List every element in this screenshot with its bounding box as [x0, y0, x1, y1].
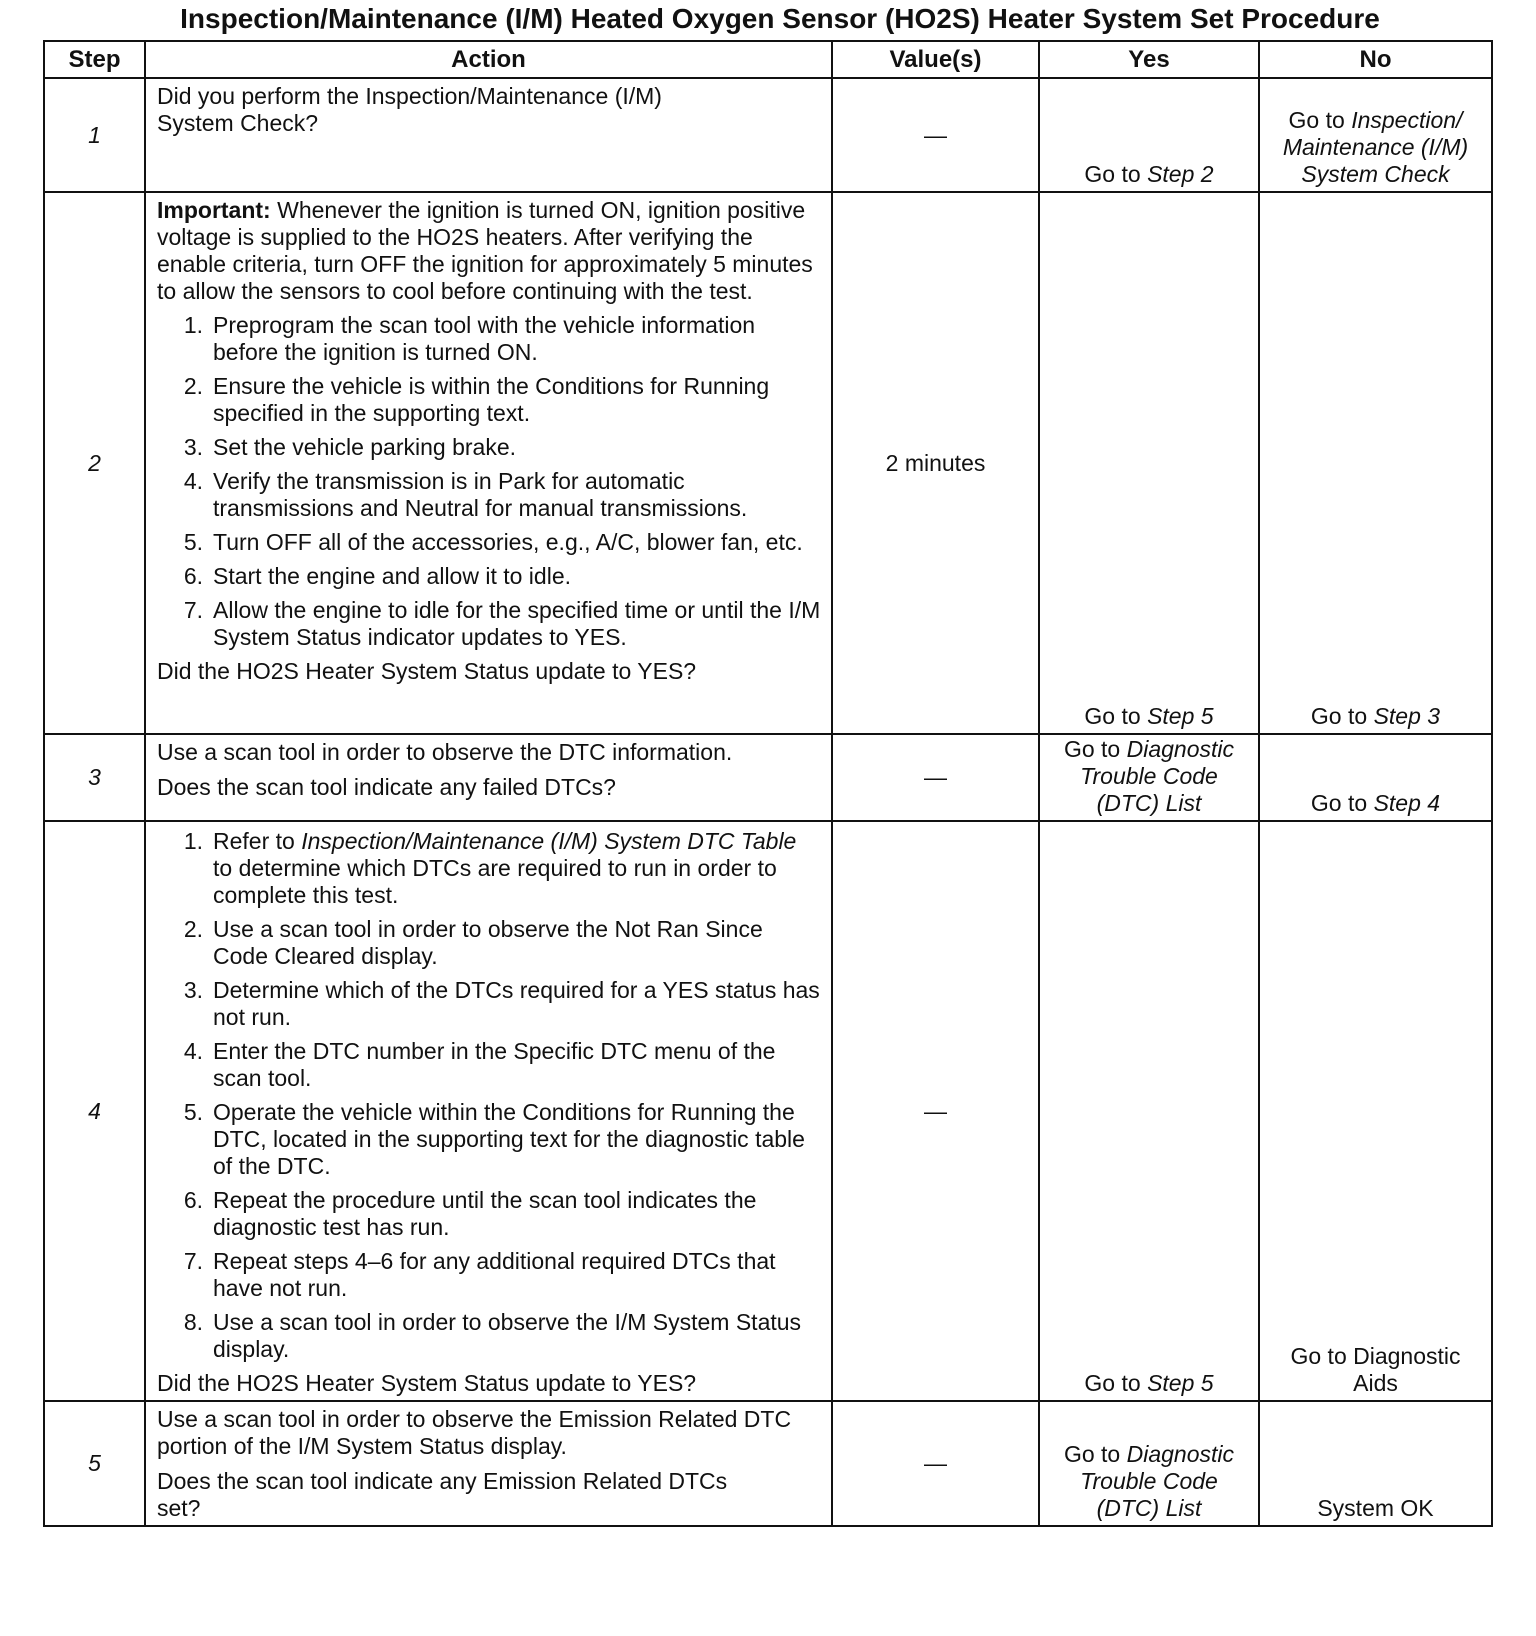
action-question: Does the scan tool indicate any Emission Related DTCs set? [157, 1468, 728, 1521]
procedure-table [43, 40, 1493, 1527]
action-cell [145, 734, 832, 821]
table-row [44, 1401, 1492, 1526]
value-cell: — [832, 821, 1039, 1401]
list-item: 8. Use a scan tool in order to observe the I/M System Status display. [183, 1309, 802, 1362]
list-item: 5. Operate the vehicle within the Conditions for Running the DTC, located in the supporting text for the diagnostic table of the DTC. [183, 1099, 805, 1179]
table-header-row [44, 41, 1492, 78]
list-item: 5. Turn OFF all of the accessories, e.g., A/C, blower fan, etc. [183, 529, 803, 555]
list-item: 6. Repeat the procedure until the scan tool indicates the diagnostic test has run. [183, 1187, 757, 1240]
table-reference: Inspection/Maintenance (I/M) System DTC Table [301, 828, 797, 854]
value-cell: — [832, 1401, 1039, 1526]
action-cell [145, 78, 832, 192]
page-title: Inspection/Maintenance (I/M) Heated Oxygen Sensor (HO2S) Heater System Set Procedure [180, 3, 1380, 34]
yes-prefix: Go to [1084, 161, 1148, 187]
table-row [44, 192, 1492, 734]
action-question: Does the scan tool indicate any failed DTCs? [157, 774, 616, 800]
action-cell [145, 1401, 832, 1526]
step-number: 3 [44, 734, 145, 821]
step-list [157, 828, 821, 1363]
no-cell [1259, 78, 1492, 192]
step-number: 4 [44, 821, 145, 1401]
list-item: 1. Preprogram the scan tool with the vehicle information before the ignition is turned ON. [183, 312, 756, 365]
no-cell [1259, 1401, 1492, 1526]
action-question: Did you perform the Inspection/Maintenance (I/M) System Check? [157, 83, 662, 136]
list-item: 2. Ensure the vehicle is within the Conditions for Running specified in the supporting text. [183, 373, 770, 426]
yes-reference: Step 5 [1147, 703, 1214, 729]
important-note [157, 197, 821, 305]
list-item: 6. Start the engine and allow it to idle. [183, 563, 572, 589]
value-cell: — [832, 78, 1039, 192]
no-text: System OK [1317, 1495, 1434, 1521]
list-item: 7. Repeat steps 4–6 for any additional required DTCs that have not run. [183, 1248, 776, 1301]
action-text: Use a scan tool in order to observe the Emission Related DTC portion of the I/M System Status display. [157, 1406, 792, 1459]
no-reference: Step 4 [1373, 790, 1441, 816]
yes-reference: Diagnostic Trouble Code (DTC) List [1080, 1441, 1235, 1521]
no-reference: Step 3 [1373, 703, 1441, 729]
no-cell: Go to Step 4 [1259, 734, 1492, 821]
yes-cell: Go to Step 5 [1039, 821, 1259, 1401]
header-action: Action [145, 41, 832, 78]
step-list [157, 312, 821, 651]
list-item: 7. Allow the engine to idle for the specified time or until the I/M System Status indicator updates to YES. [183, 597, 821, 650]
yes-cell: Go to Diagnostic Trouble Code (DTC) List [1039, 1401, 1259, 1526]
list-item: 1. Refer to Inspection/Maintenance (I/M) System DTC Table to determine which DTCs are required to run in order to complete this test. [183, 828, 797, 908]
value-cell: — [832, 734, 1039, 821]
header-no: No [1259, 41, 1492, 78]
list-item: 4. Verify the transmission is in Park for automatic transmissions and Neutral for manual transmissions. [183, 468, 748, 521]
table-row [44, 78, 1492, 192]
yes-cell: Go to Diagnostic Trouble Code (DTC) List [1039, 734, 1259, 821]
table-row [44, 734, 1492, 821]
yes-cell [1039, 78, 1259, 192]
action-cell [145, 821, 832, 1401]
list-item: 3. Set the vehicle parking brake. [183, 434, 517, 460]
action-text: Use a scan tool in order to observe the DTC information. [157, 739, 733, 765]
yes-reference: Step 5 [1147, 1370, 1214, 1396]
list-item: 2. Use a scan tool in order to observe the Not Ran Since Code Cleared display. [183, 916, 763, 969]
step-number: 1 [44, 78, 145, 192]
yes-cell: Go to Step 5 [1039, 192, 1259, 734]
list-item: 4. Enter the DTC number in the Specific DTC menu of the scan tool. [183, 1038, 776, 1091]
header-yes: Yes [1039, 41, 1259, 78]
no-text: Go to Diagnostic Aids [1290, 1343, 1461, 1396]
no-reference: Inspection/ Maintenance (I/M) System Check [1282, 107, 1469, 187]
header-step: Step [44, 41, 145, 78]
no-cell: Go to Step 3 [1259, 192, 1492, 734]
yes-reference: Step 2 [1147, 161, 1214, 187]
important-text: Whenever the ignition is turned ON, ignition positive voltage is supplied to the HO2S heaters. After verifying the enable criteria, turn OFF the ignition for approximately 5 minutes to allow the sensors to cool before continuing with the test. [157, 197, 813, 304]
action-question: Did the HO2S Heater System Status update to YES? [157, 658, 697, 684]
no-prefix: Go to [1288, 107, 1352, 133]
action-question: Did the HO2S Heater System Status update to YES? [157, 1370, 697, 1396]
step-number: 2 [44, 192, 145, 734]
header-values: Value(s) [832, 41, 1039, 78]
no-cell [1259, 821, 1492, 1401]
table-row [44, 821, 1492, 1401]
important-label: Important: [157, 197, 271, 223]
yes-reference: Diagnostic Trouble Code (DTC) List [1080, 736, 1235, 816]
action-cell [145, 192, 832, 734]
value-cell: 2 minutes [832, 192, 1039, 734]
step-number: 5 [44, 1401, 145, 1526]
list-item: 3. Determine which of the DTCs required for a YES status has not run. [183, 977, 820, 1030]
